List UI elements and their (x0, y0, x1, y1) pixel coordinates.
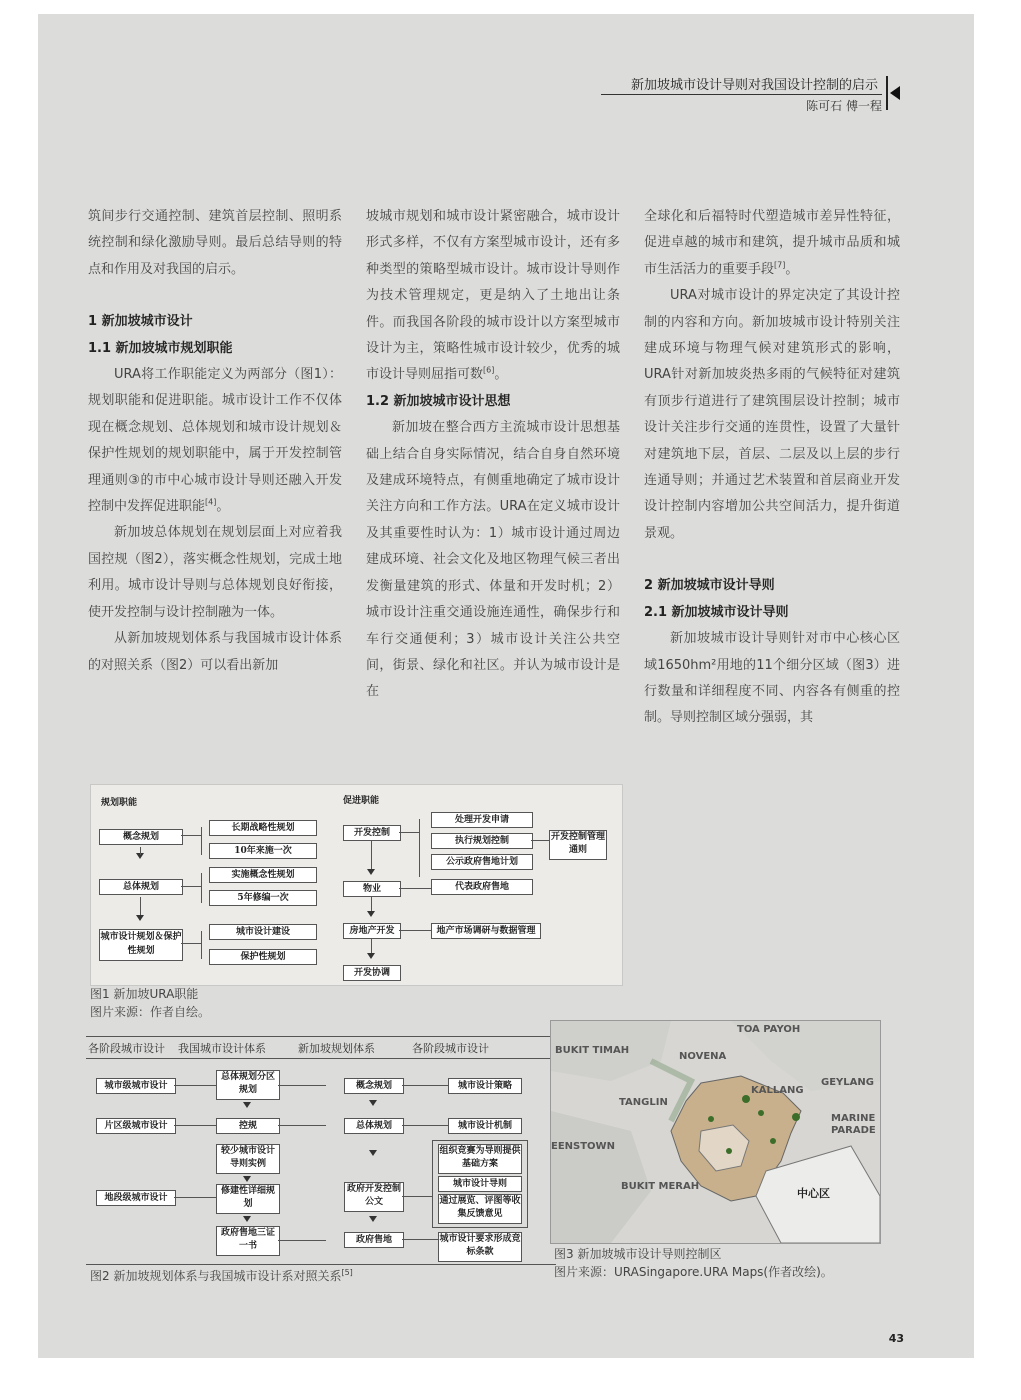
header-title: 新加坡城市设计导则对我国设计控制的启示 (601, 74, 882, 95)
fig1-left-sub-box: 5年修编一次 (209, 890, 317, 906)
fig2-sg-stage: 城市设计要求形成竞标条款 (438, 1232, 522, 1262)
fig2-cn-plan: 修建性详细规划 (216, 1184, 280, 1214)
arrow-down-icon (243, 1102, 251, 1108)
fig1-caption: 图1 新加坡URA职能 (90, 987, 199, 1001)
fig2-cn-plan: 较少城市设计导则实例 (216, 1144, 280, 1174)
page (38, 14, 974, 1358)
figure-1 (90, 784, 623, 986)
arrow-down-icon (367, 869, 375, 875)
map-label: EENSTOWN (551, 1141, 615, 1152)
paragraph-text: 新加坡城市设计导则针对市中心核心区域1650hm²用地的11个细分区域（图3）进行数量和详细程度不同、内容各有侧重的控制。导则控制区域分强弱，其 (644, 631, 900, 726)
fig2-header-rule (86, 1058, 556, 1059)
arrow-down-icon (369, 1100, 377, 1106)
citation-tail: 。 (216, 499, 230, 515)
fig1-left-title: 规划职能 (101, 798, 138, 808)
paragraph-text: 全球化和后福特时代塑造城市差异性特征，促进卓越的城市和建筑，提升城市品质和城市生活活力的重要手段 (644, 209, 900, 277)
arrow-down-icon (243, 1216, 251, 1222)
fig1-side-box: 开发控制管理通则 (549, 830, 607, 860)
citation-superscript: [7] (774, 260, 786, 270)
fig1-left-sub-box: 长期战略性规划 (209, 820, 317, 836)
arrow-down-icon (243, 1176, 251, 1182)
fig1-left-main-box: 总体规划 (99, 879, 183, 895)
fig2-cn-plan: 政府售地三证一书 (216, 1226, 280, 1256)
fig2-sg-plan: 总体规划 (344, 1118, 404, 1134)
section-heading: 1.1 新加坡城市规划职能 (88, 340, 233, 356)
paragraph-text: 新加坡总体规划在规划层面上对应着我国控规（图2），落实概念性规划，完成土地利用。城市设计导则与总体规划良好衔接，使开发控制与设计控制融为一体。 (88, 525, 342, 620)
paragraph (366, 204, 620, 389)
section-heading: 2.1 新加坡城市设计导则 (644, 604, 789, 620)
paragraph (88, 204, 342, 283)
text-column-1 (88, 204, 342, 679)
paragraph-text: URA对城市设计的界定决定了其设计控制的内容和方向。新加坡城市设计特别关注建成环境与物理气候对建筑形式的影响，URA针对新加坡炎热多雨的气候特征对建筑有顶步行道进行了建筑围层设计控制；城市设计关注步行交通的连贯性，设置了大量针对建筑地下层，首层、二层及以上层的步行连通导则；并通过艺术装置和首层商业开发设计控制内容增加公共空间活力，提升街道景观。 (644, 288, 900, 541)
fig1-right-sub-box: 地产市场调研与数据管理 (431, 923, 541, 939)
map-label: TOA PAYOH (737, 1024, 801, 1035)
fig2-sg-stage: 城市设计机制 (448, 1118, 522, 1134)
section-heading: 2 新加坡城市设计导则 (644, 578, 775, 594)
fig1-right-title: 促进职能 (343, 796, 380, 806)
map-label-center: 中心区 (797, 1187, 830, 1200)
fig2-cn-stage: 城市级城市设计 (96, 1078, 176, 1094)
fig1-left-sub-box: 保护性规划 (209, 949, 317, 965)
fig2-bottom-rule (86, 1264, 556, 1265)
section-heading: 1 新加坡城市设计 (88, 314, 193, 330)
paragraph-text: 筑间步行交通控制、建筑首层控制、照明系统控制和绿化激励导则。最后总结导则的特点和作用及对我国的启示。 (88, 209, 342, 277)
section-heading: 1.2 新加坡城市设计思想 (366, 393, 511, 409)
fig1-source: 图片来源：作者自绘。 (90, 1005, 211, 1019)
paragraph-text: 新加坡在整合西方主流城市设计思想基础上结合自身实际情况，结合自身自然环境及建成环境特点，有侧重地确定了城市设计关注方向和工作方法。URA在定义城市设计及其重要性时认为：1）城市设计通过周边建成环境、社会文化及地区物理气候三者出发衡量建筑的形式、体量和开发时机；2）城市设计注重交通设施连通性，确保步行和车行交通便利；3）城市设计关注公共空间，街景、绿化和社区。并认为城市设计是在 (366, 420, 620, 700)
fig2-sg-plan: 政府开发控制公文 (344, 1182, 404, 1212)
paragraph (644, 204, 900, 283)
fig2-caption: 图2 新加坡规划体系与我国城市设计系对照关系[5] (90, 1268, 353, 1283)
figure-3-map (550, 1020, 881, 1244)
fig1-right-main-box: 物业 (343, 881, 401, 897)
paragraph (644, 283, 900, 547)
map-label: NOVENA (679, 1051, 727, 1062)
fig2-sg-stage: 城市设计导则 (438, 1176, 522, 1192)
fig2-top-rule (86, 1036, 556, 1037)
fig2-cn-stage: 地段级城市设计 (96, 1190, 176, 1206)
paragraph (366, 415, 620, 705)
map-label: BUKIT TIMAH (555, 1045, 630, 1056)
fig2-cn-plan: 控规 (216, 1118, 280, 1134)
fig2-sg-stage: 组织竞赛为导则提供基础方案 (438, 1144, 522, 1174)
fig1-left-main-box: 概念规划 (99, 829, 183, 845)
fig3-source: 图片来源：URASingapore.URA Maps(作者改绘)。 (554, 1265, 833, 1279)
arrow-down-icon (367, 911, 375, 917)
paragraph-text: 从新加坡规划体系与我国城市设计体系的对照关系（图2）可以看出新加 (88, 631, 342, 673)
fig1-right-sub-box: 处理开发申请 (431, 812, 533, 828)
arrow-down-icon (369, 1150, 377, 1156)
paragraph-text: 坡城市规划和城市设计紧密融合，城市设计形式多样，不仅有方案型城市设计，还有多种类型的策略型城市设计。城市设计导则作为技术管理规定，更是纳入了土地出让条件。而我国各阶段的城市设计以方案型城市设计为主，策略性城市设计较少，优秀的城市设计导则屈指可数 (366, 209, 620, 383)
map-label: KALLANG (751, 1085, 804, 1096)
fig1-right-sub-box: 执行规划控制 (431, 833, 533, 849)
header-authors: 陈可石 傅一程 (806, 99, 882, 113)
fig2-sg-stage: 城市设计策略 (448, 1078, 522, 1094)
figure-2 (86, 1036, 556, 1261)
fig1-left-sub-box: 实施概念性规划 (209, 867, 317, 883)
text-column-3 (644, 204, 900, 732)
paragraph (88, 626, 342, 679)
fig2-header: 新加坡规划体系 (298, 1042, 375, 1055)
running-header (601, 74, 882, 114)
citation-superscript: [4] (205, 497, 217, 507)
paragraph-text: URA将工作职能定义为两部分（图1）：规划职能和促进职能。城市设计工作不仅体现在概念规划、总体规划和城市设计规划＆保护性规划的规划职能中，属于开发控制管理通则③的市中心城市设计导则还融入开发控制中发挥促进职能 (88, 367, 342, 515)
map-label: GEYLANG (821, 1077, 874, 1088)
fig1-left-sub-box: 10年来施一次 (209, 843, 317, 859)
paragraph (88, 362, 342, 520)
fig2-sg-plan: 概念规划 (344, 1078, 404, 1094)
citation-tail: 。 (785, 261, 799, 277)
fig2-sg-plan: 政府售地 (344, 1232, 404, 1248)
fig1-left-sub-box: 城市设计建设 (209, 924, 317, 940)
citation-superscript: [6] (483, 366, 495, 376)
fig1-right-main-box: 开发协调 (343, 965, 401, 981)
map-label: TANGLIN (619, 1097, 668, 1108)
fig2-sg-stage: 通过展览、评图等收集反馈意见 (438, 1194, 522, 1224)
paragraph-gap (88, 283, 342, 309)
arrow-down-icon (136, 915, 144, 921)
arrow-down-icon (369, 1216, 377, 1222)
fig2-header: 各阶段城市设计 (412, 1042, 489, 1055)
header-triangle-icon (890, 86, 900, 100)
fig2-header: 我国城市设计体系 (178, 1042, 266, 1055)
map-label: MARINE PARADE (831, 1113, 876, 1136)
fig1-left-main-box: 城市设计规划＆保护性规划 (99, 929, 183, 961)
map-label: BUKIT MERAH (621, 1181, 700, 1192)
fig1-right-sub-box: 公示政府售地计划 (431, 854, 533, 870)
fig2-header: 各阶段城市设计 (88, 1042, 165, 1055)
fig1-right-main-box: 房地产开发 (343, 923, 401, 939)
fig1-right-sub-box: 代表政府售地 (431, 879, 533, 895)
text-column-2 (366, 204, 620, 706)
fig3-caption: 图3 新加坡城市设计导则控制区 (554, 1247, 722, 1261)
paragraph (88, 520, 342, 626)
header-bar (886, 76, 888, 110)
page-number: 43 (888, 1332, 904, 1345)
citation-tail: 。 (494, 367, 508, 383)
paragraph-gap (644, 547, 900, 573)
paragraph (644, 626, 900, 732)
fig2-cn-stage: 片区级城市设计 (96, 1118, 176, 1134)
fig1-right-main-box: 开发控制 (343, 825, 401, 841)
arrow-down-icon (367, 953, 375, 959)
fig2-cn-plan: 总体规划分区规划 (216, 1070, 280, 1100)
